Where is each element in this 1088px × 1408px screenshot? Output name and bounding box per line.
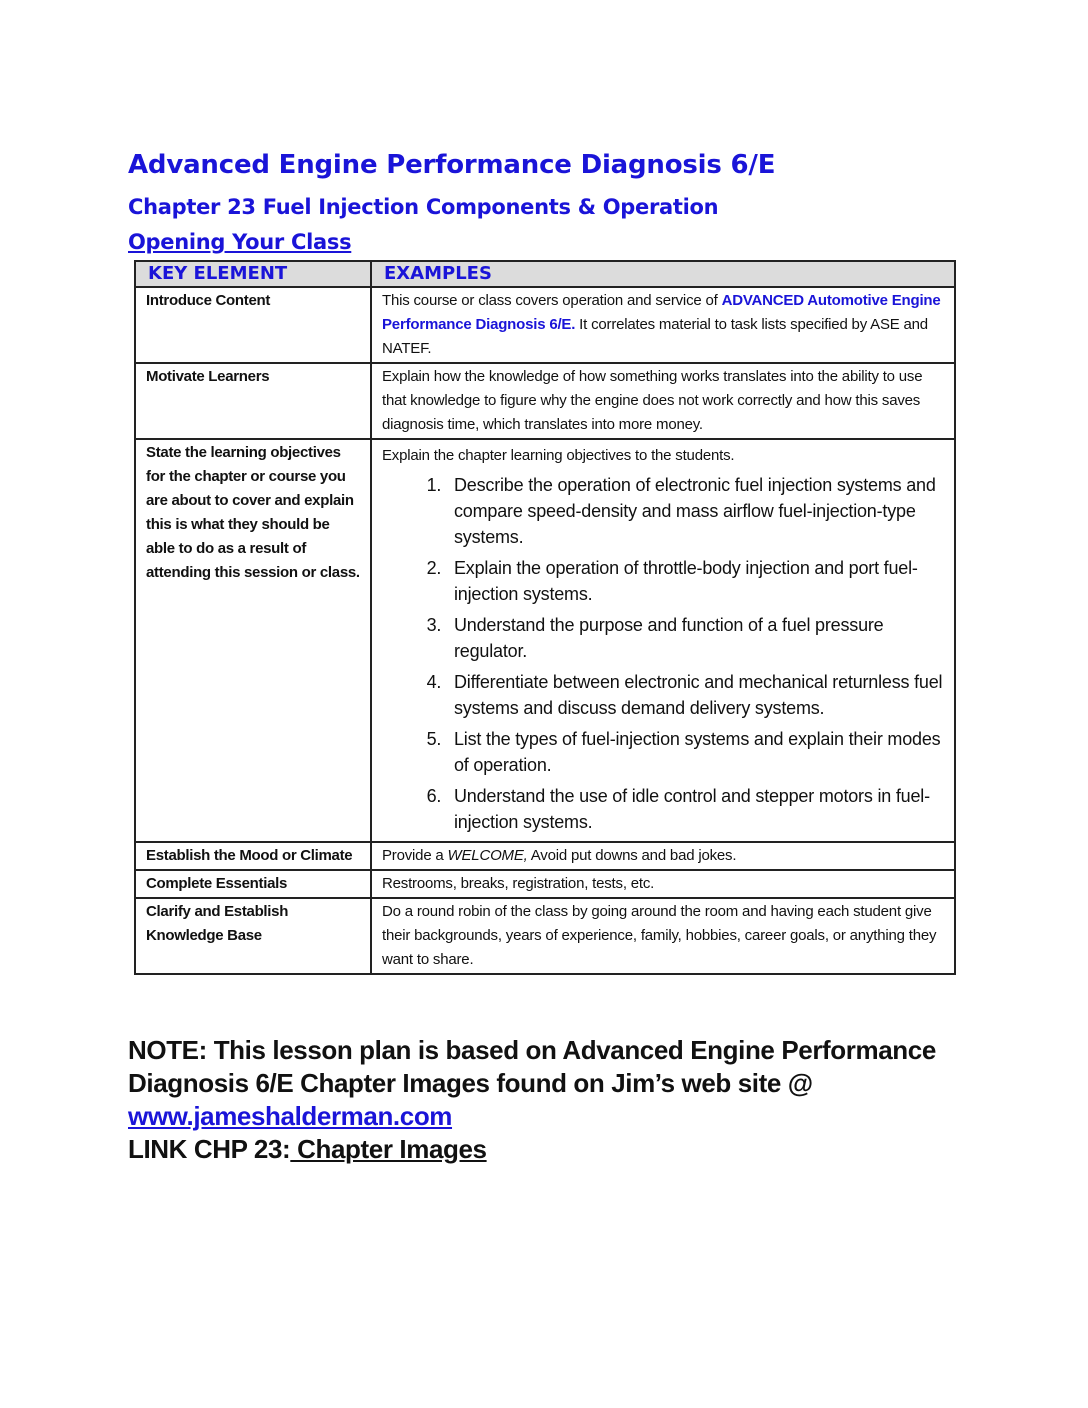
objective-item: 3. Understand the purpose and function of a fuel pressure regulator. (446, 612, 945, 664)
learning-objectives-list (382, 472, 945, 835)
table-row (135, 439, 955, 842)
key-element-cell: State the learning objectives for the chapter or course you are about to cover and explain this is what they should be able to do as a result of attending this session or class. (135, 439, 371, 842)
key-element-cell: Clarify and Establish Knowledge Base (135, 898, 371, 974)
key-element-cell: Motivate Learners (135, 363, 371, 439)
example-text: It correlates material to task lists specified by ASE and NATEF. (382, 316, 928, 357)
table-row (135, 842, 955, 870)
table-row (135, 363, 955, 439)
example-text: Avoid put downs and bad jokes. (527, 847, 737, 864)
chapter-title: Chapter 23 Fuel Injection Components & Operation (128, 195, 719, 219)
key-element-cell: Establish the Mood or Climate (135, 842, 371, 870)
website-link[interactable]: www.jameshalderman.com (128, 1101, 453, 1131)
key-element-cell: Introduce Content (135, 287, 371, 363)
table-header-row (135, 261, 955, 287)
section-title: Opening Your Class (128, 230, 352, 254)
example-text: Provide a (382, 847, 448, 864)
example-text: This course or class covers operation and service of (382, 292, 722, 309)
example-cell: Explain how the knowledge of how something works translates into the ability to use that knowledge to figure why the engine does not work correctly and how this saves diagnosis time, which translates into more money. (371, 363, 955, 439)
table-row (135, 870, 955, 898)
column-header-examples: EXAMPLES (371, 261, 955, 287)
link-prefix: LINK CHP 23: (128, 1134, 291, 1164)
objective-item: 5. List the types of fuel-injection systems and explain their modes of operation. (446, 726, 945, 778)
chapter-images-link[interactable]: Chapter Images (290, 1134, 487, 1164)
lesson-plan-table (134, 260, 956, 975)
objective-item: 6. Understand the use of idle control and stepper motors in fuel-injection systems. (446, 783, 945, 835)
example-cell (371, 287, 955, 363)
table-row (135, 287, 955, 363)
chapter-link-line (128, 1134, 487, 1164)
book-title-highlight: ADVANCED Automotive Engine Performance Diagnosis 6/E. (382, 292, 941, 333)
example-cell: Do a round robin of the class by going around the room and having each student give their backgrounds, years of experience, family, hobbies, career goals, or anything they want to share. (371, 898, 955, 974)
welcome-emphasis: WELCOME, (447, 847, 528, 864)
table-row (135, 898, 955, 974)
lesson-note (128, 1034, 988, 1166)
example-cell (371, 842, 955, 870)
example-cell: Restrooms, breaks, registration, tests, etc. (371, 870, 955, 898)
note-text: NOTE: This lesson plan is based on Advanced Engine Performance Diagnosis 6/E Chapter Images found on Jim’s web site @ (128, 1035, 936, 1098)
example-text: Explain the chapter learning objectives to the students. (382, 447, 735, 464)
objective-item: 1. Describe the operation of electronic fuel injection systems and compare speed-density and mass airflow fuel-injection-type systems. (446, 472, 945, 550)
column-header-key-element: KEY ELEMENT (135, 261, 371, 287)
key-element-cell: Complete Essentials (135, 870, 371, 898)
objective-item: 4. Differentiate between electronic and mechanical returnless fuel systems and discuss demand delivery systems. (446, 669, 945, 721)
document-title: Advanced Engine Performance Diagnosis 6/E (128, 150, 776, 180)
objective-item: 2. Explain the operation of throttle-body injection and port fuel-injection systems. (446, 555, 945, 607)
example-cell (371, 439, 955, 842)
